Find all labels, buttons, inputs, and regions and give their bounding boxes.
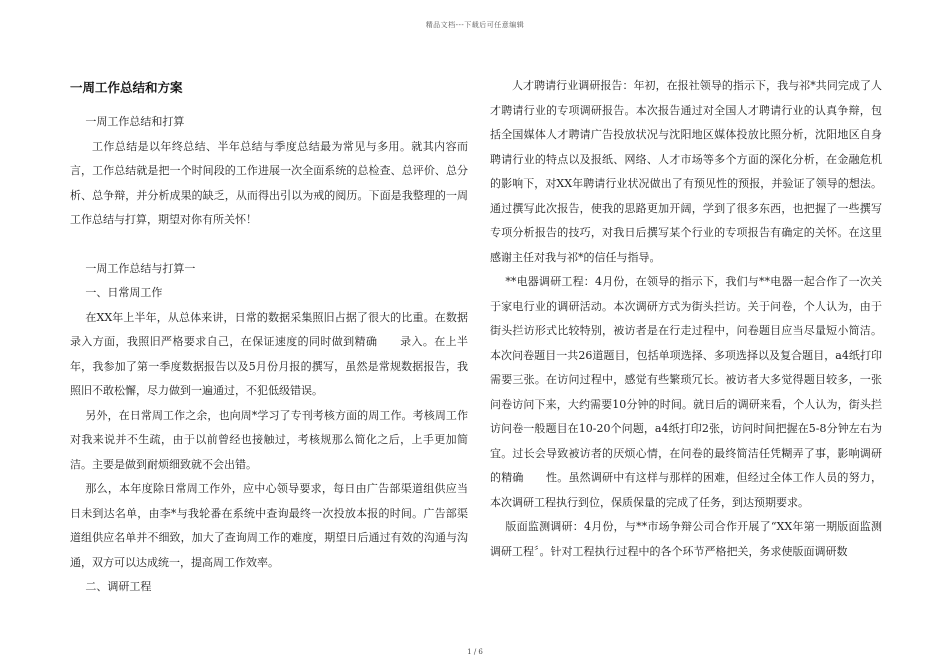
paragraph: 那么，本年度除日常周工作外，应中心领导要求，每日由广告部渠道组供应当日未到达名单，由李*与我轮番在系统中查询最终一次投放本报的时间。广告部渠道组供应名单并不细致，加大了查询周工作的难度，期望日后通过有效的沟通与沟通，双方可以达成统一，提高周工作效率。 [70,482,468,569]
paragraph: **电器调研工程：4月份，在领导的指示下，我们与**电器一起合作了一次关于家电行业的调研活动。本次调研方式为街头拦访。关于问卷，个人认为，由于街头拦访形式比较特别，被访者是在行走过程中，问卷题目应当尽量短小简洁。本次问卷题目一共26道题目，包括单项选择、多项选择以及复合题目，a4纸打印需要三张。在访问过程中，感觉有些繁琐冗长。被访者大多觉得题目较多，一张问卷访问下来，大约需要10分钟的时间。就日后的调研来看，个人认为，街头拦访问卷一般题目在10-20个问题，a4纸打印2张，访问时间把握在5-8分钟左右为宜。过长会导致被访者的厌烦心情，在问卷的最终简洁任凭糊弄了事，影响调研的精确 性。虽然调研中有这样与那样的困难，但经过全体工作人员的努力，本次调研工程执行到位，保质保量的完成了任务，到达预期要求。 [490,275,882,509]
section-title: 一周工作总结与打算一 [85,261,196,275]
heading-daily-work: 一、日常周工作 [85,286,163,299]
paragraph: 版面监测调研：4月份，与**市场争辩公司合作开展了“XX年第一期版面监测调研工程〞。针对工程执行过程中的各个环节严格把关，务求使版面调研数 [490,520,882,558]
paragraph: 人才聘请行业调研报告：年初，在报社领导的指示下，我与祁*共同完成了人才聘请行业的专项调研报告。本次报告通过对全国人才聘请行业的认真争辩，包括全国媒体人才聘请广告投放状况与沈阳地区媒体投放比照分析，沈阳地区自身聘请行业的特点以及报纸、网络、人才市场等多个方面的深化分析，在金融危机的影响下，对XX年聘请行业状况做出了有预见性的预报，并验证了领导的想法。通过撰写此次报告，使我的思路更加开阔，学到了很多东西，也把握了一些撰写专项分析报告的技巧，对我日后撰写某个行业的专项报告有确定的关怀。在这里感谢主任对我与祁*的信任与指导。 [490,79,882,264]
paragraph: 另外，在日常周工作之余，也向周*学习了专刊考核方面的周工作。考核周工作对我来说并不生疏，由于以前曾经也接触过，考核规那么简化之后，上手更加简洁。主要是做到耐烦细致就不会出错。 [70,408,468,471]
document-title: 一周工作总结和方案 [70,80,183,95]
intro-paragraph: 工作总结是以年终总结、半年总结与季度总结最为常见与多用。就其内容而言，工作总结就是把一个时间段的工作进展一次全面系统的总检查、总评价、总分析、总争辩，并分析成果的缺乏，从而得出引以为戒的阅历。下面是我整理的一周工作总结与打算，期望对你有所关怀！ [70,139,468,226]
paragraph: 在XX年上半年，从总体来讲，日常的数据采集照旧占据了很大的比重。在数据录入方面，我照旧严格要求自己，在保证速度的同时做到精确 录入。在上半年，我参加了第一季度数据报告以及5月份月报的撰写，虽然是常规数据报告，我照旧不敢松懈，尽力做到一遍通过，不犯低级错误。 [70,310,468,397]
left-column [70,74,468,600]
subtitle: 一周工作总结和打算 [85,115,185,128]
right-column [490,74,882,564]
header-note: 精品文档---下载后可任意编辑 [425,21,525,29]
page-number: 1 / 6 [467,648,483,656]
heading-research: 二、调研工程 [85,580,152,593]
